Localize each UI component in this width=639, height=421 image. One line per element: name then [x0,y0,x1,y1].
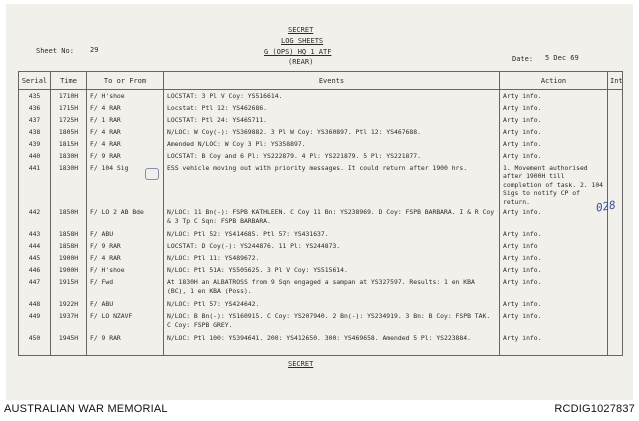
row-time: 1858H [51,228,87,240]
row-action: Arty info [500,240,608,252]
row-serial: 437 [19,114,51,126]
row-serial: 436 [19,102,51,114]
row-action: Arty info. [500,150,608,162]
row-time: 1815H [51,138,87,150]
row-action: Arty info. [500,102,608,114]
row-int [608,228,623,240]
table-row [19,276,623,298]
row-events: LOCSTAT: B Coy and 6 Pl: YS222879. 4 Pl: YS221879. 5 Pl: YS221877. [164,150,500,162]
col-events: Events [164,72,500,90]
secret-top: SECRET [288,26,314,34]
row-to-from: F/ LO NZAVF [87,310,164,332]
row-int [608,90,623,102]
table-row [19,240,623,252]
row-to-from: F/ 9 RAR [87,240,164,252]
row-to-from: F/ 4 RAR [87,252,164,264]
sheet-number: 29 [90,46,99,54]
row-serial: 435 [19,90,51,102]
row-time: 1710H [51,90,87,102]
row-action: Arty info. [500,332,608,355]
row-events: N/LOC: Ptl 57: YS424642. [164,298,500,310]
row-to-from: F/ 1 RAR [87,114,164,126]
log-sheets-title: LOG SHEETS [281,37,324,45]
log-table [18,71,623,356]
row-action: Arty info. [500,264,608,276]
row-events: LOCSTAT: 3 Pl V Coy: YS516614. [164,90,500,102]
col-action: Action [500,72,608,90]
row-events: Locstat: Ptl 12: YS462686. [164,102,500,114]
row-time: 1945H [51,332,87,355]
row-events: N/LOC: Ptl 11: YS489672. [164,252,500,264]
row-int [608,138,623,150]
col-int: Int [608,72,623,90]
table-row [19,102,623,114]
row-serial: 439 [19,138,51,150]
row-events: N/LOC: Ptl 51A: YS505625. 3 Pl V Coy: YS515614. [164,264,500,276]
table-row [19,150,623,162]
row-time: 1805H [51,126,87,138]
table-header [19,72,623,90]
row-time: 1915H [51,276,87,298]
row-action: Arty info. [500,90,608,102]
row-events: N/LOC: W Coy(-): YS369882. 3 Pl W Coy: YS360897. Ptl 12: YS467688. [164,126,500,138]
col-to-from: To or From [87,72,164,90]
row-action: Arty info. [500,228,608,240]
row-int [608,298,623,310]
row-action: Arty info. [500,114,608,126]
row-to-from: F/ 9 RAR [87,332,164,355]
row-time: 1830H [51,150,87,162]
row-events: N/LOC: B Bn(-): YS160915. C Coy: YS207940. 2 Bn(-): YS234919. 3 Bn: B Coy: FSPB TAK. C Coy: FSPB GREY. [164,310,500,332]
row-time: 1725H [51,114,87,126]
row-time: 1830H [51,162,87,207]
row-serial: 446 [19,264,51,276]
date-value: 5 Dec 69 [545,54,579,62]
row-time: 1900H [51,264,87,276]
row-time: 1922H [51,298,87,310]
row-time: 1850H [51,206,87,228]
row-action: Arty info. [500,276,608,298]
unit-title: G (OPS) HQ 1 ATF [264,48,332,56]
row-to-from: F/ 4 RAR [87,102,164,114]
credit-right: RCDIG1027837 [554,403,635,415]
row-to-from: F/ Fwd [87,276,164,298]
row-serial: 443 [19,228,51,240]
row-to-from: F/ 9 RAR [87,150,164,162]
row-to-from: F/ 4 RAR [87,126,164,138]
table-row [19,332,623,355]
row-int [608,150,623,162]
secret-bottom: SECRET [288,360,314,368]
row-serial: 440 [19,150,51,162]
row-time: 1900H [51,252,87,264]
row-serial: 442 [19,206,51,228]
table-row [19,162,623,207]
col-serial: Serial [19,72,51,90]
row-serial: 448 [19,298,51,310]
row-int [608,114,623,126]
row-events: At 1830H an ALBATROSS from 9 Sqn engaged a sampan at YS327597. Results: 1 en KBA (BC), 1 en KBA (Poss). [164,276,500,298]
table-row [19,90,623,102]
row-events: ESS vehicle moving out with priority messages. It could return after 1900 hrs. [164,162,500,207]
row-serial: 447 [19,276,51,298]
row-time: 1715H [51,102,87,114]
row-serial: 450 [19,332,51,355]
date-label: Date: [512,55,534,63]
table-row [19,228,623,240]
row-action: Arty info. [500,252,608,264]
handwritten-annotation: 028 [595,198,617,215]
table-row [19,206,623,228]
table-row [19,264,623,276]
row-int [608,126,623,138]
row-time: 1937H [51,310,87,332]
row-int [608,264,623,276]
row-events: N/LOC: Ptl 100: YS394641. 200: YS412650. 300: YS469658. Amended 5 Pl: YS223884. [164,332,500,355]
row-action: Arty info. [500,298,608,310]
table-row [19,298,623,310]
row-to-from: F/ LO 2 AB Bde [87,206,164,228]
row-events: Amended N/LOC: W Coy 3 Pl: YS358897. [164,138,500,150]
row-action: Arty info. [500,206,608,228]
row-events: LOCSTAT: D Coy(-): YS244876. 11 Pl: YS244873. [164,240,500,252]
row-int [608,102,623,114]
row-int [608,252,623,264]
col-time: Time [51,72,87,90]
row-int [608,276,623,298]
row-int [608,240,623,252]
row-serial: 445 [19,252,51,264]
row-events: N/LOC: 11 Bn(-): FSPB KATHLEEN. C Coy 11 Bn: YS238969. D Coy: FSPB BARBARA. I & R Coy & 3 Tp C Sqn: FSPB BARBARA. [164,206,500,228]
row-action: Arty info. [500,138,608,150]
row-events: LOCSTAT: Ptl 24: YS465711. [164,114,500,126]
row-to-from: F/ 4 RAR [87,138,164,150]
row-to-from: F/ 104 Sig [87,162,164,207]
row-to-from: F/ H'shoe [87,90,164,102]
credit-left: AUSTRALIAN WAR MEMORIAL [4,403,168,415]
table-row [19,252,623,264]
row-serial: 449 [19,310,51,332]
row-action: Arty info. [500,310,608,332]
sheet-label: Sheet No: [36,47,74,55]
row-action: 1. Movement authorised after 1900H till completion of task. 2. 104 Sigs to notify CP of return. [500,162,608,207]
row-serial: 438 [19,126,51,138]
row-to-from: F/ H'shoe [87,264,164,276]
table-row [19,310,623,332]
row-int [608,332,623,355]
row-to-from: F/ ABU [87,298,164,310]
rear-label: (REAR) [288,58,314,66]
table-row [19,114,623,126]
row-int [608,310,623,332]
row-to-from: F/ ABU [87,228,164,240]
table-row [19,138,623,150]
highlight-mark [145,168,159,180]
row-serial: 444 [19,240,51,252]
row-events: N/LOC: Ptl 52: YS414685. Ptl 57: YS431637. [164,228,500,240]
row-action: Arty info. [500,126,608,138]
row-serial: 441 [19,162,51,207]
row-time: 1858H [51,240,87,252]
table-row [19,126,623,138]
